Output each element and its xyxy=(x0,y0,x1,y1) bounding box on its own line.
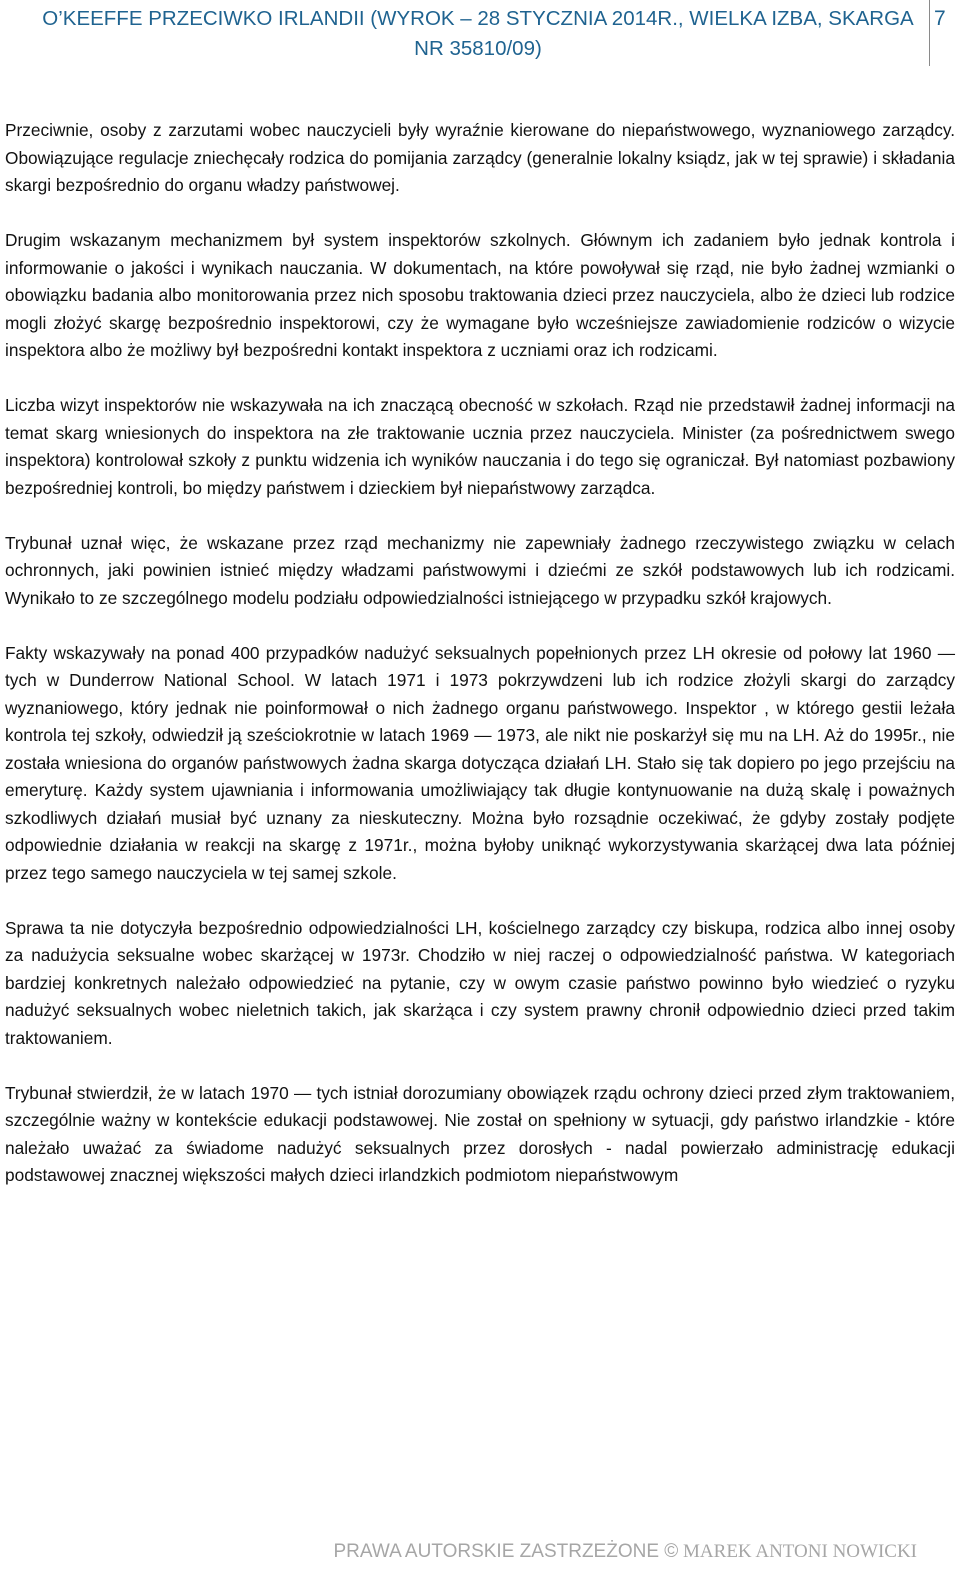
paragraph-1: Przeciwnie, osoby z zarzutami wobec nauczycieli były wyraźnie kierowane do niepaństwowego, wyznaniowego zarządcy. Obowiązujące regulacje zniechęcały rodzica do pomijania zarządcy (generalnie lokalny ksiądz, jak w tej sprawie) i składania skargi bezpośrednio do organu władzy państwowej. xyxy=(5,120,955,195)
paragraph-6: Sprawa ta nie dotyczyła bezpośrednio odpowiedzialności LH, kościelnego zarządcy czy biskupa, rodzica albo innej osoby za nadużycia seksualne wobec skarżącej w 1973r. Chodziło w niej raczej o odpowiedzialność państwa. W kategoriach bardziej konkretnych należało odpowiedzieć na pytanie, czy w owym czasie państwo powinno było wiedzieć o ryzyku nadużyć seksualnych wobec nieletnich takich, jak skarżąca i czy system prawny chronił odpowiednio dzieci przed takim traktowaniem. xyxy=(5,917,955,1048)
paragraph-5: Fakty wskazywały na ponad 400 przypadków nadużyć seksualnych popełnionych przez LH okresie od połowy lat 1960 — tych w Dunderrow National School. W latach 1971 i 1973 pokrzywdzeni lub ich rodzice złożyli skargi do zarządcy wyznaniowego, który jednak nie poinformował o nich żadnego organu państwowego. Inspektor , w którego gestii leżała kontrola tej szkoły, odwiedził ją sześciokrotnie w latach 1969 — 1973, ale nikt nie poskarżył się mu na LH. Aż do 1995r., nie została wniesiona do organów państwowych żadna skarga dotycząca działań LH. Stało się tak dopiero po jego przejściu na emeryturę. Każdy system ujawniania i informowania umożliwiający tak długie kontynuowanie na dużą skalę i poważnych szkodliwych działań musiał być uznany za nieskuteczny. Można było rozsądnie oczekiwać, że gdyby zostały podjęte odpowiednie działania w reakcji na skargę z 1971r., można byłoby uniknąć wykorzystywania skarżącej dwa lata później przez tego samego nauczyciela w tej samej szkole. xyxy=(5,642,955,883)
paragraph-4: Trybunał uznał więc, że wskazane przez rząd mechanizmy nie zapewniały żadnego rzeczywistego związku w celach ochronnych, jaki powinien istnieć między władzami państwowymi i dziećmi ze szkół podstawowych lub ich rodzicami. Wynikało to ze szczególnego modelu podziału odpowiedzialności istniejącego w przypadku szkół krajowych. xyxy=(5,532,955,608)
copyright-label: PRAWA AUTORSKIE ZASTRZEŻONE © xyxy=(333,1541,679,1562)
copyright-notice xyxy=(227,1539,917,1565)
document-body xyxy=(5,117,955,1190)
page-header xyxy=(0,0,960,72)
page-footer xyxy=(0,1535,960,1569)
author-name: MAREK ANTONI NOWICKI xyxy=(683,1541,917,1562)
page-number: 7 xyxy=(934,7,946,30)
paragraph-3: Liczba wizyt inspektorów nie wskazywała na ich znaczącą obecność w szkołach. Rząd nie przedstawił żadnej informacji na temat skarg wniesionych do inspektora na złe traktowanie ucznia przez nauczyciela. Minister (za pośrednictwem swego inspektora) kontrolował szkoły z punktu widzenia ich wyników nauczania i do tego się ograniczał. Był natomiast pozbawiony bezpośredniej kontroli, bo między państwem i dzieckiem był niepaństwowy zarządca. xyxy=(5,395,955,498)
header-divider xyxy=(929,0,930,66)
paragraph-7: Trybunał stwierdził, że w latach 1970 — tych istniał dorozumiany obowiązek rządu ochrony dzieci przed złym traktowaniem, szczególnie ważny w kontekście edukacji podstawowej. Nie został on spełniony w sytuacji, gdy państwo irlandzkie - które należało uważać za świadome nadużyć seksualnych przez dorosłych - nadal powierzało administrację edukacji podstawowej znacznej większości małych dzieci irlandzkich podmiotom niepaństwowym xyxy=(5,1082,955,1185)
document-title: O’KEEFFE PRZECIWKO IRLANDII (WYROK – 28 STYCZNIA 2014R., WIELKA IZBA, SKARGA NR 35810/09) xyxy=(42,7,914,60)
paragraph-2: Drugim wskazanym mechanizmem był system inspektorów szkolnych. Głównym ich zadaniem było jednak kontrola i informowanie o jakości i wynikach nauczania. W dokumentach, na które powoływał się rząd, nie było żadnej wzmianki o obowiązku badania albo monitorowania przez nich sposobu traktowania dzieci przez nauczyciela, albo że dzieci lub rodzice mogli złożyć skargę bezpośrednio inspektorowi, czy że wymagane było wcześniejsze zawiadomienie rodziców o wizycie inspektora albo że możliwy był bezpośredni kontakt inspektora z uczniami oraz ich rodzicami. xyxy=(5,230,955,360)
